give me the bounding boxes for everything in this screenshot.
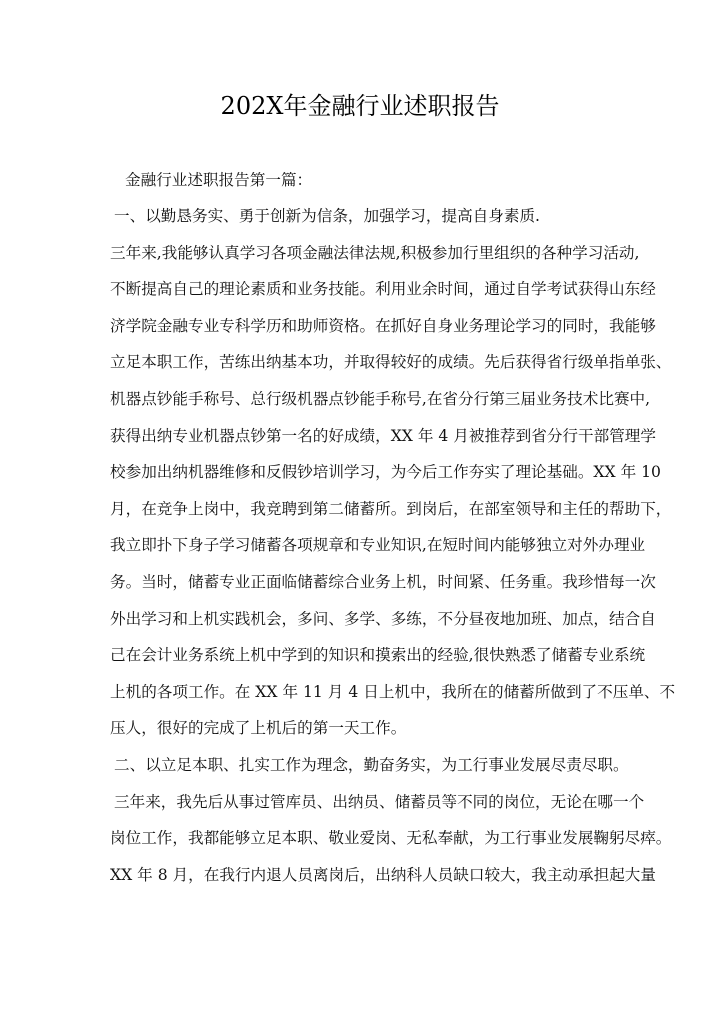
paragraph-line: 不断提高自己的理论素质和业务技能。利用业余时间，通过自学考试获得山东经	[110, 280, 656, 299]
paragraph-line: 月，在竞争上岗中，我竞聘到第二储蓄所。到岗后，在部室领导和主任的帮助下，	[110, 499, 672, 518]
paragraph-line: 校参加出纳机器维修和反假钞培训学习，为今后工作夯实了理论基础。XX 年 10	[110, 463, 661, 482]
paragraph-line: 上机的各项工作。在 XX 年 11 月 4 日上机中，我所在的储蓄所做到了不压单、不	[110, 682, 676, 701]
paragraph-line: 三年来，我先后从事过管库员、出纳员、储蓄员等不同的岗位，无论在哪一个	[114, 792, 645, 811]
paragraph-line: 己在会计业务系统上机中学到的知识和摸索出的经验,很快熟悉了储蓄专业系统	[110, 646, 646, 665]
paragraph-line: 获得出纳专业机器点钞第一名的好成绩，XX 年 4 月被推荐到省分行干部管理学	[110, 426, 656, 445]
document-title: 202X年金融行业述职报告	[220, 92, 500, 120]
paragraph-line: 压人，很好的完成了上机后的第一天工作。	[110, 719, 407, 738]
paragraph-line: 务。当时，储蓄专业正面临储蓄综合业务上机，时间紧、任务重。我珍惜每一次	[110, 572, 656, 591]
subheading-2: 二、以立足本职、扎实工作为理念，勤奋务实，为工行事业发展尽责尽职。	[114, 755, 629, 774]
paragraph-line: 三年来,我能够认真学习各项金融法律法规,积极参加行里组织的各种学习活动,	[110, 243, 640, 262]
paragraph-line: 岗位工作，我都能够立足本职、敬业爱岗、无私奉献，为工行事业发展鞠躬尽瘁。	[110, 829, 672, 848]
paragraph-line: 我立即扑下身子学习储蓄各项规章和专业知识,在短时间内能够独立对外办理业	[110, 536, 646, 555]
paragraph-line: 立足本职工作，苦练出纳基本功，并取得较好的成绩。先后获得省行级单指单张、	[110, 353, 672, 372]
paragraph-line: 济学院金融专业专科学历和助师资格。在抓好自身业务理论学习的同时，我能够	[110, 316, 656, 335]
paragraph-line: 外出学习和上机实践机会，多问、多学、多练，不分昼夜地加班、加点，结合自	[110, 609, 656, 628]
subheading-1: 一、以勤恳务实、勇于创新为信条，加强学习，提高自身素质.	[114, 207, 540, 225]
paragraph-line: 机器点钞能手称号、总行级机器点钞能手称号,在省分行第三届业务技术比赛中,	[110, 389, 651, 408]
section-heading: 金融行业述职报告第一篇：	[125, 171, 313, 189]
document-body	[110, 163, 676, 893]
paragraph-line: XX 年 8 月，在我行内退人员离岗后，出纳科人员缺口较大，我主动承担起大量	[110, 865, 656, 884]
